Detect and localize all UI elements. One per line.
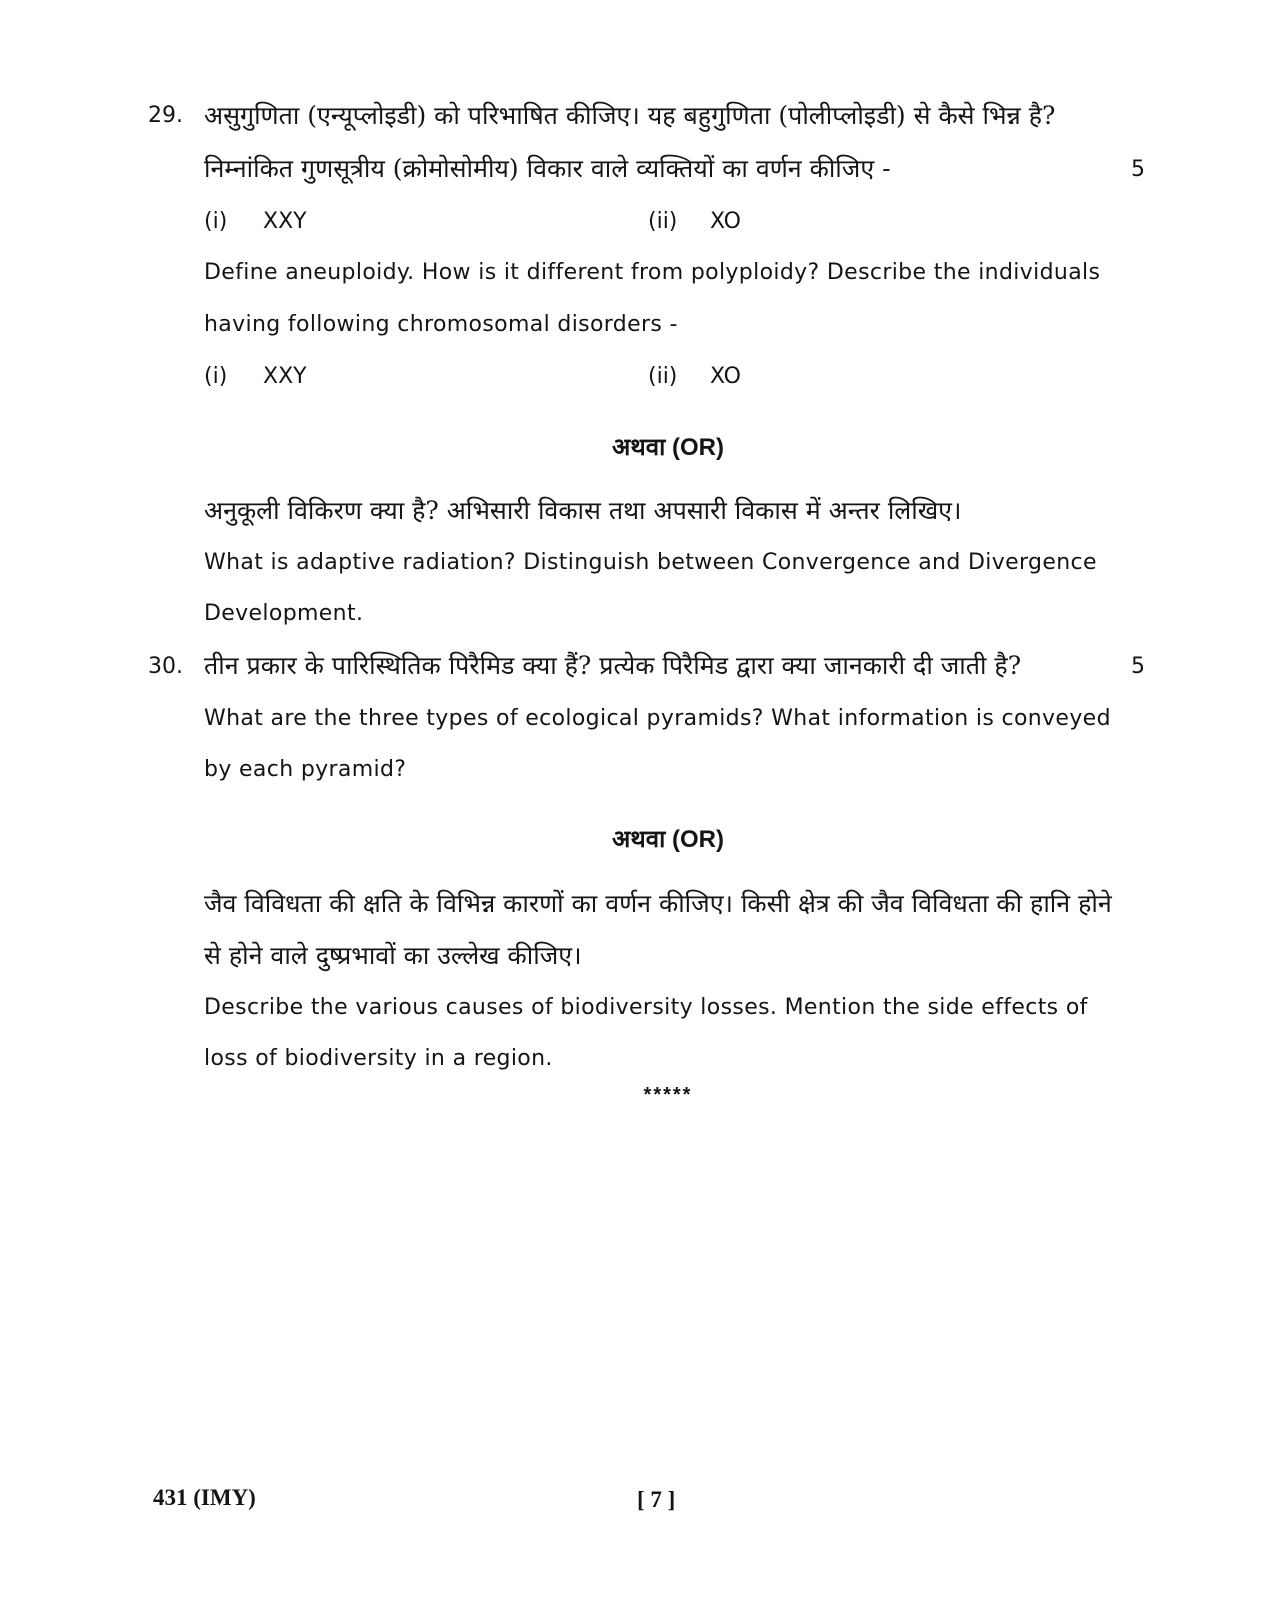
option-label: (ii) xyxy=(648,209,678,234)
option-value: XO xyxy=(710,209,741,234)
question-english-line: Define aneuploidy. How is it different from polyploidy? Describe the individuals xyxy=(204,260,1101,285)
option-label: (i) xyxy=(204,364,228,389)
alternative-hindi-line: जैव विविधता की क्षति के विभिन्न कारणों का वर्णन कीजिए। किसी क्षेत्र की जैव विविधता की हानि होने xyxy=(204,889,1112,918)
question-english-line: by each pyramid? xyxy=(204,757,407,782)
or-divider: अथवा (OR) xyxy=(612,434,724,461)
option-label: (ii) xyxy=(648,364,678,389)
or-divider: अथवा (OR) xyxy=(612,826,724,853)
option-value: XO xyxy=(710,364,741,389)
option-value: XXY xyxy=(263,364,307,389)
alternative-english-line: Describe the various causes of biodiversity losses. Mention the side effects of xyxy=(204,995,1088,1020)
option-value: XXY xyxy=(263,209,307,234)
question-hindi-line: तीन प्रकार के पारिस्थितिक पिरैमिड क्या हैं? प्रत्येक पिरैमिड द्वारा क्या जानकारी दी जाती है? xyxy=(204,651,1022,680)
question-hindi-line: असुगुणिता (एन्यूप्लोइडी) को परिभाषित कीजिए। यह बहुगुणिता (पोलीप्लोइडी) से कैसे भिन्न है? xyxy=(204,101,1056,130)
option-label: (i) xyxy=(204,209,228,234)
marks: 5 xyxy=(1131,157,1145,182)
alternative-english-line: Development. xyxy=(204,601,364,626)
question-number: 29. xyxy=(148,103,183,128)
end-marker: ***** xyxy=(643,1084,693,1106)
alternative-hindi-line: से होने वाले दुष्प्रभावों का उल्लेख कीजिए। xyxy=(204,941,582,970)
alternative-hindi-line: अनुकूली विकिरण क्या है? अभिसारी विकास तथा अपसारी विकास में अन्तर लिखिए। xyxy=(204,496,962,525)
marks: 5 xyxy=(1131,654,1145,679)
question-english-line: having following chromosomal disorders - xyxy=(204,312,678,337)
question-hindi-line: निम्नांकित गुणसूत्रीय (क्रोमोसोमीय) विकार वाले व्यक्तियों का वर्णन कीजिए - xyxy=(204,154,891,183)
alternative-english-line: What is adaptive radiation? Distinguish between Convergence and Divergence xyxy=(204,550,1097,575)
question-english-line: What are the three types of ecological pyramids? What information is conveyed xyxy=(204,706,1111,731)
alternative-english-line: loss of biodiversity in a region. xyxy=(204,1046,553,1071)
paper-code: 431 (IMY) xyxy=(153,1485,256,1510)
page-number: [ 7 ] xyxy=(637,1487,676,1512)
question-number: 30. xyxy=(148,654,183,679)
